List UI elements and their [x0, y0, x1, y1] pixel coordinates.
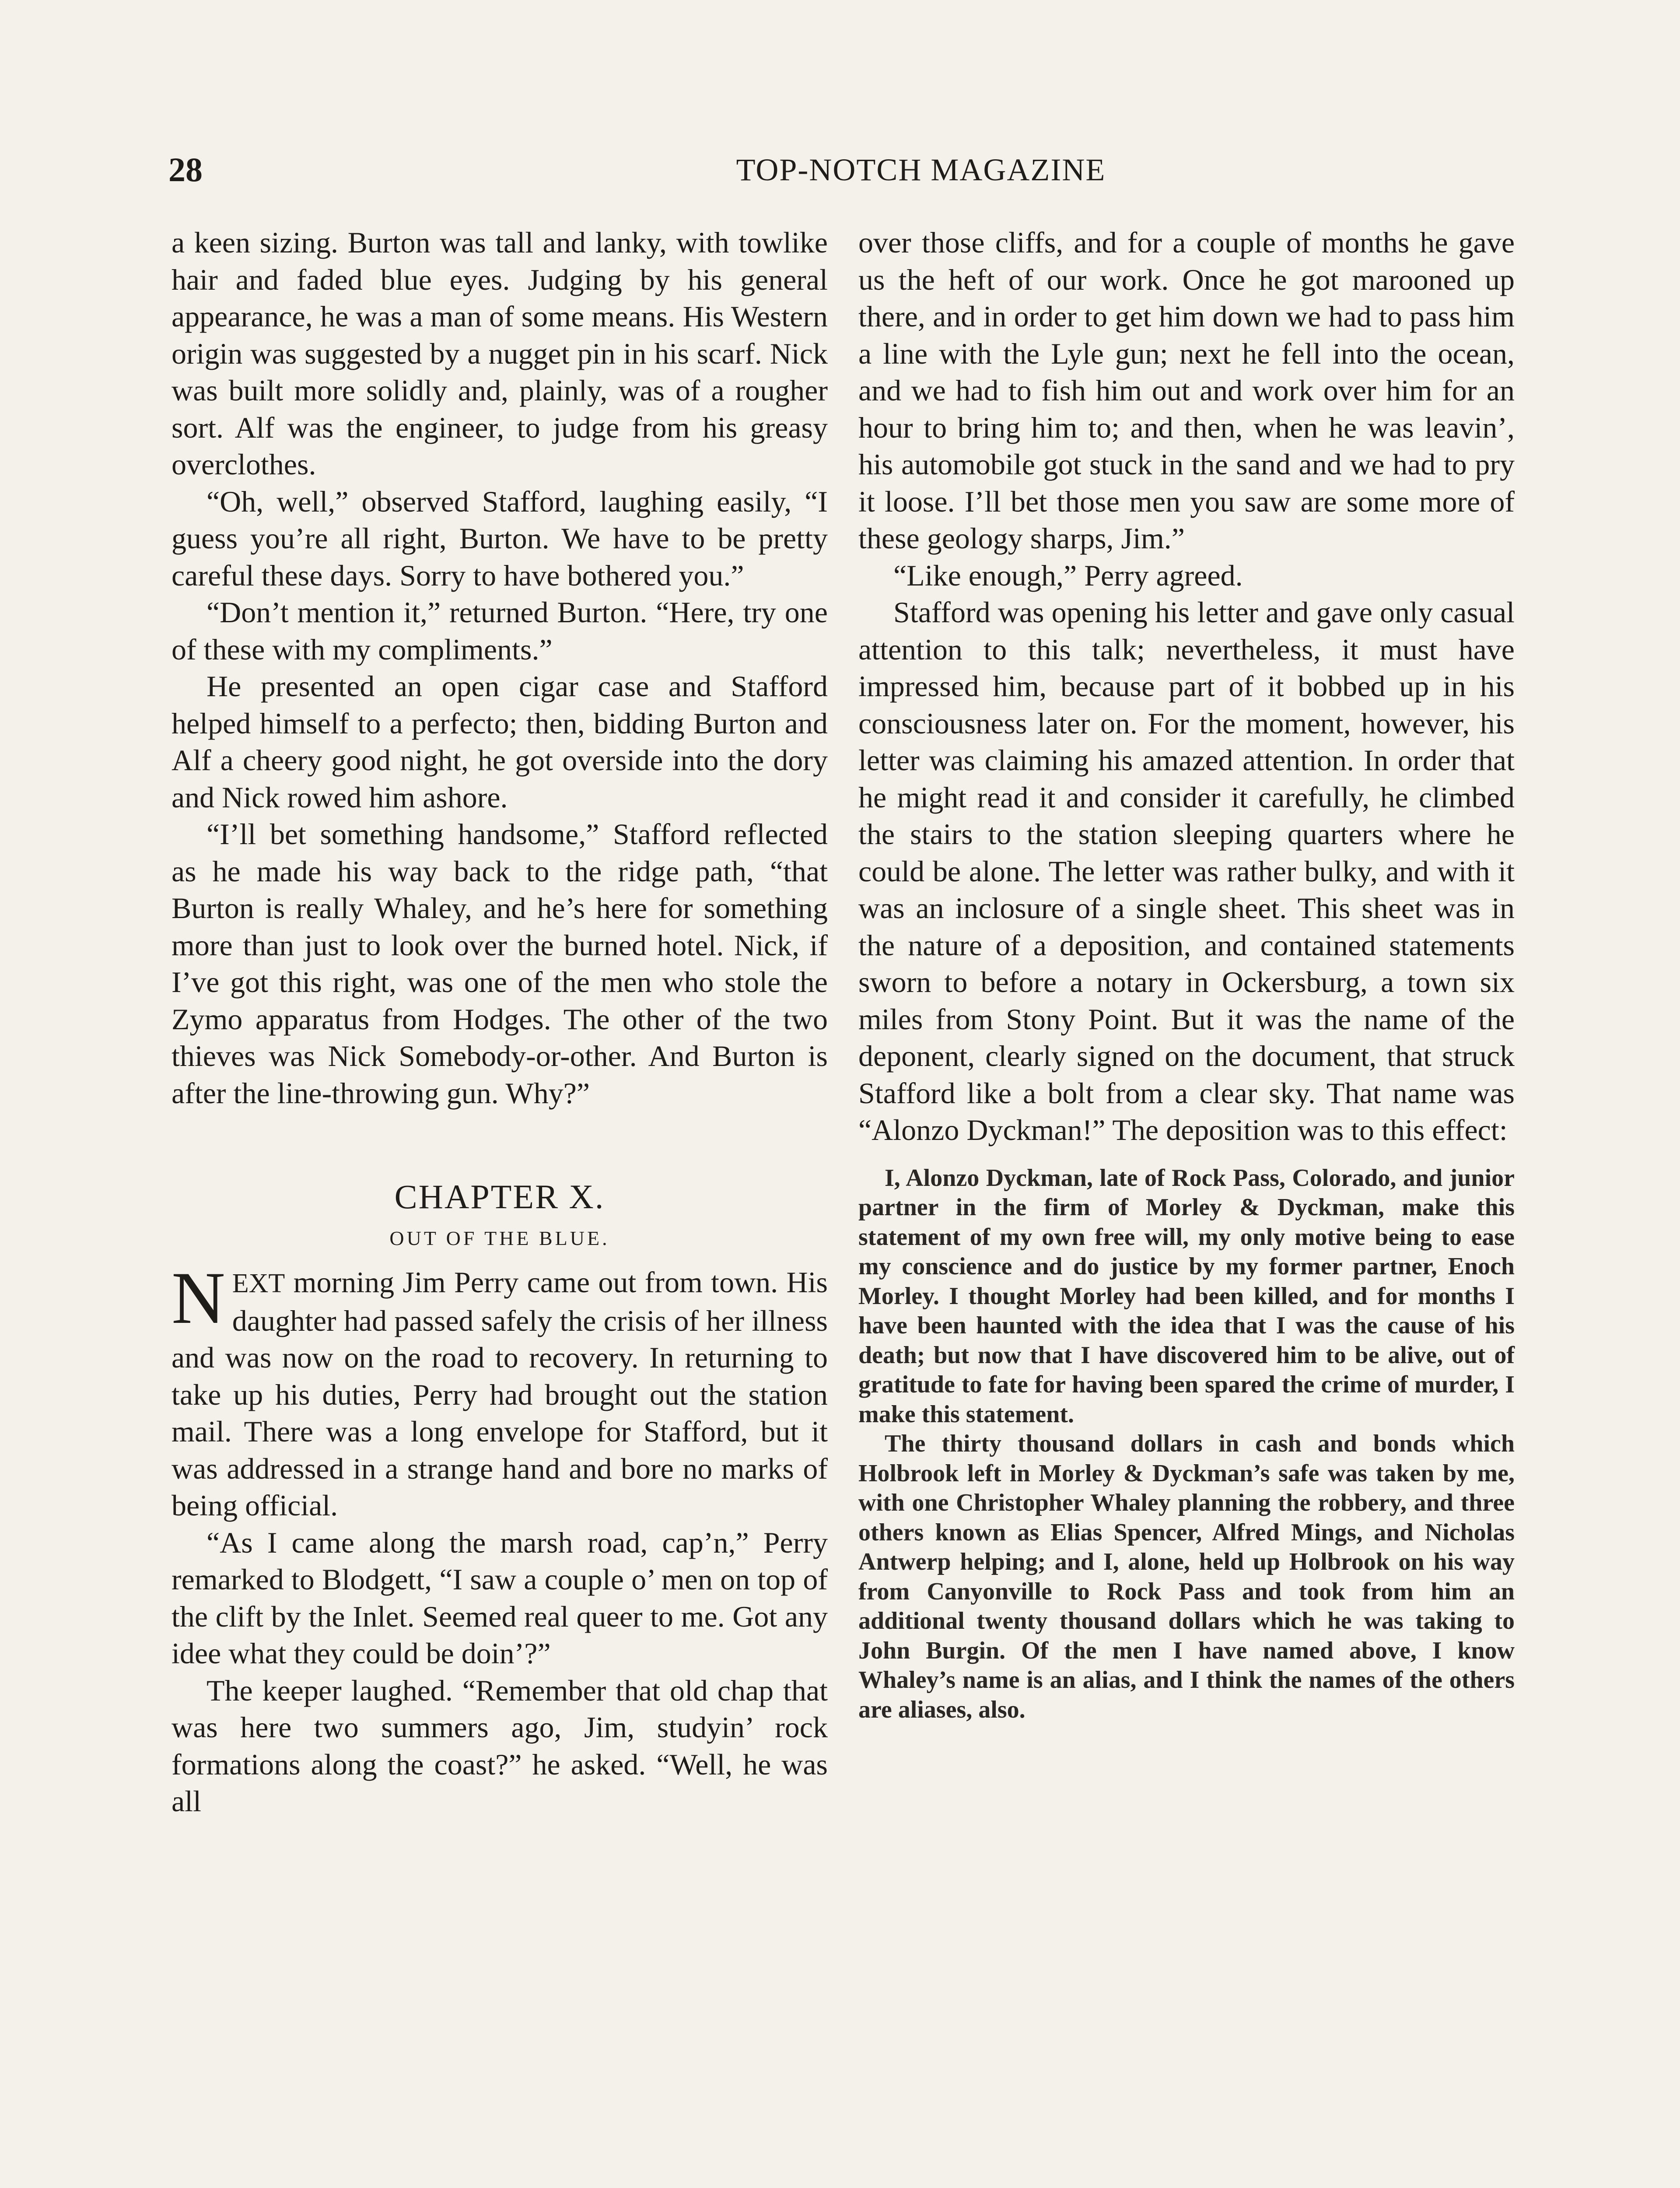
paragraph: “As I came along the marsh road, cap’n,” Perry remarked to Blodgett, “I saw a couple o’ men on top of the clift by the Inlet. Seemed real queer to me. Got any idee what they could be doin’?” [172, 1525, 828, 1670]
paragraph: a keen sizing. Burton was tall and lanky, with towlike hair and faded blue eyes. Judging by his general appearance, he was a man of some means. His Western origin was suggested by a nugget pin in his scarf. Nick was built more solidly and, plainly, was of a rougher sort. Alf was the engineer, to judge from his greasy overclothes. [172, 226, 828, 481]
paragraph: “Don’t mention it,” returned Burton. “Here, try one of these with my compliments.” [172, 596, 828, 666]
paragraph: over those cliffs, and for a couple of months he gave us the heft of our work. Once he got marooned up there, and in order to get him down we had to pass him a line with the Lyle gun; next he fell into the ocean, and we had to fish him out and work over him for an hour to bring him to; and then, when he was leavin’, his automobile got stuck in the sand and we had to pry it loose. I’ll bet those men you saw are some more of these geology sharps, Jim.” [858, 226, 1515, 555]
deposition-paragraph: The thirty thousand dollars in cash and bonds which Holbrook left in Morley & Dyckman’s safe was taken by me, with one Christopher Whaley planning the robbery, and three others known as Elias Spencer, Alfred Mings, and Nicholas Antwerp helping; and I, alone, held up Holbrook on his way from Canyonville to Rock Pass and took from him an additional twenty thousand dollars which he was taking to John Burgin. Of the men I have named above, I know Whaley’s name is an alias, and I think the names of the others are aliases, also. [858, 1430, 1515, 1723]
deposition-paragraph: I, Alonzo Dyckman, late of Rock Pass, Colorado, and junior partner in the firm of Morley & Dyckman, make this statement of my own free will, my only motive being to ease my conscience and do justice by my former partner, Enoch Morley. I thought Morley had been killed, and for months I have been haunted with the idea that I was the cause of his death; but now that I have discovered him to be alive, out of gratitude to fate for having been spared the crime of murder, I make this statement. [858, 1164, 1515, 1428]
paragraph: He presented an open cigar case and Stafford helped himself to a perfecto; then, bidding Burton and Alf a cheery good night, he got overside into the dory and Nick rowed him ashore. [172, 670, 828, 814]
right-column [858, 224, 1515, 1725]
running-head: TOP-NOTCH MAGAZINE [736, 152, 1106, 187]
paragraph-text: morning Jim Perry came out from town. His daughter had passed safely the crisis of her illness and was now on the road to recovery. In returning to take up his duties, Perry had brought out the station mail. There was a long envelope for Stafford, but it was addressed in a strange hand and bore no marks of being official. [172, 1266, 828, 1522]
deposition-block [858, 1164, 1515, 1725]
paragraph: “I’ll bet something handsome,” Stafford reflected as he made his way back to the ridge path, “that Burton is really Whaley, and he’s here for something more than just to look over the burned hotel. Nick, if I’ve got this right, was one of the men who stole the Zymo apparatus from Hodges. The other of the two thieves was Nick Somebody-or-other. And Burton is after the line-throwing gun. Why?” [172, 817, 828, 1110]
page-header [168, 139, 1106, 200]
chapter-subtitle: OUT OF THE BLUE. [389, 1227, 610, 1249]
paragraph: The keeper laughed. “Remember that old chap that was here two summers ago, Jim, studyin’ rock formations along the coast?” he asked. “Well, he was all [172, 1673, 828, 1818]
paragraph: Stafford was opening his letter and gave only casual attention to this talk; nevertheless, it must have impressed him, because part of it bobbed up in his consciousness later on. For the moment, however, his letter was claiming his amazed attention. In order that he might read it and consider it carefully, he climbed the stairs to the station sleeping quarters where he could be alone. The letter was rather bulky, and with it was an inclosure of a single sheet. This sheet was in the nature of a deposition, and contained statements sworn to before a notary in Ockersburg, a town six miles from Stony Point. But it was the name of the deponent, clearly signed on the document, that struck Stafford like a bolt from a clear sky. That name was “Alonzo Dyckman!” The deposition was to this effect: [858, 596, 1515, 1147]
paragraph: “Oh, well,” observed Stafford, laughing easily, “I guess you’re all right, Burton. We have to be pretty careful these days. Sorry to have bothered you.” [172, 484, 828, 592]
paragraph: “Like enough,” Perry agreed. [893, 558, 1243, 592]
chapter-opening-paragraph [172, 1257, 828, 1524]
page-number: 28 [168, 151, 203, 189]
chapter-title: CHAPTER X. [394, 1178, 605, 1216]
left-column [172, 224, 828, 1820]
drop-cap: N [172, 1257, 225, 1339]
opening-small-caps: EXT [232, 1269, 285, 1298]
